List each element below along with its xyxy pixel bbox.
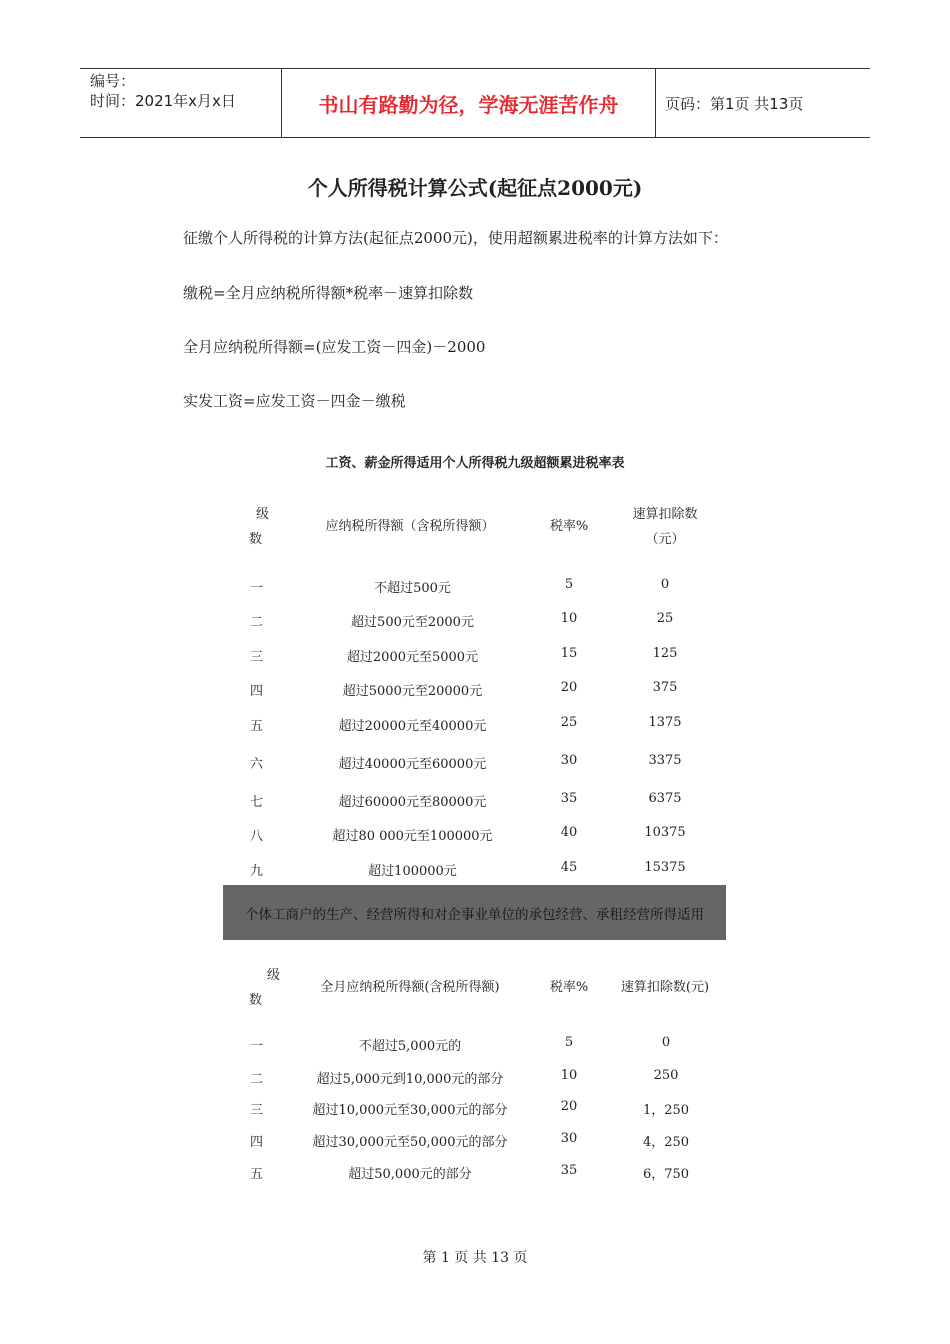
table1-cell: 375	[652, 680, 678, 695]
table2-cell: 三	[250, 1103, 264, 1118]
table1-cell: 45	[560, 860, 578, 875]
table1-cell: 超过20000元至40000元	[338, 719, 487, 734]
table2-cell: 超过50,000元的部分	[348, 1167, 472, 1182]
table2-cell: 超过5,000元到10,000元的部分	[316, 1072, 504, 1087]
time-label: 时间：2021年x月x日	[90, 92, 236, 110]
paragraph-net-salary: 实发工资=应发工资－四金－缴税	[183, 392, 406, 410]
table2-cell: 10	[560, 1068, 578, 1083]
table2-cell: 6，750	[642, 1167, 690, 1182]
paragraph-taxable-income: 全月应纳税所得额=(应发工资－四金)－2000	[183, 338, 486, 356]
table2-cell: 0	[661, 1035, 671, 1050]
table1-cell: 5	[564, 577, 574, 592]
table1-cell: 超过500元至2000元	[351, 615, 474, 630]
paragraph-tax-formula: 缴税=全月应纳税所得额*税率－速算扣除数	[183, 284, 474, 302]
table1-cell: 八	[250, 829, 264, 844]
table2-cell: 20	[560, 1099, 578, 1114]
table1-cell: 超过100000元	[368, 864, 457, 879]
header-meta	[90, 71, 280, 111]
table1-header-rate: 税率%	[549, 519, 589, 534]
table1-cell: 超过5000元至20000元	[342, 684, 483, 699]
table1-header-deduction-2: （元）	[645, 532, 685, 547]
header-motto: 书山有路勤为径，学海无涯苦作舟	[281, 69, 656, 137]
table1-cell: 40	[560, 825, 578, 840]
number-label: 编号：	[90, 72, 136, 90]
table2-header-deduction: 速算扣除数(元)	[620, 980, 710, 995]
table1-cell: 超过40000元至60000元	[338, 757, 487, 772]
table2-cell: 35	[560, 1163, 578, 1178]
table1-cell: 10375	[644, 825, 686, 840]
table1-cell: 15	[560, 646, 578, 661]
table2-cell: 不超过5,000元的	[358, 1039, 462, 1054]
table1-cell: 30	[560, 753, 578, 768]
table2-cell: 超过10,000元至30,000元的部分	[312, 1103, 508, 1118]
table1-cell: 10	[560, 611, 578, 626]
table1-cell: 二	[250, 615, 264, 630]
table1-cell: 6375	[648, 791, 682, 806]
table1-cell: 0	[660, 577, 670, 592]
business-income-banner: 个体工商户的生产、经营所得和对企事业单位的承包经营、承租经营所得适用	[223, 885, 726, 940]
table1-cell: 1375	[648, 715, 682, 730]
document-header	[80, 68, 870, 138]
table2-header-range: 全月应纳税所得额(含税所得额)	[320, 980, 500, 995]
table2-cell: 250	[653, 1068, 679, 1083]
table2-cell: 超过30,000元至50,000元的部分	[312, 1135, 508, 1150]
table2-cell: 4，250	[642, 1135, 690, 1150]
table2-cell: 四	[250, 1135, 264, 1150]
table1-cell: 20	[560, 680, 578, 695]
paragraph-method: 征缴个人所得税的计算方法(起征点2000元)，使用超额累进税率的计算方法如下：	[183, 229, 728, 247]
table1-header-deduction-1: 速算扣除数	[632, 507, 698, 522]
table1-cell: 七	[250, 795, 264, 810]
document-title: 个人所得税计算公式(起征点2000元)	[307, 176, 643, 200]
table1-cell: 不超过500元	[374, 581, 451, 596]
table2-cell: 二	[250, 1072, 264, 1087]
table1-cell: 五	[250, 719, 264, 734]
table1-cell: 超过2000元至5000元	[346, 650, 479, 665]
table1-cell: 一	[250, 581, 264, 596]
table2-cell: 1，250	[642, 1103, 690, 1118]
table1-cell: 3375	[648, 753, 682, 768]
table1-header-level-2: 数	[249, 532, 263, 547]
table1-cell: 25	[560, 715, 578, 730]
table1-cell: 四	[250, 684, 264, 699]
table2-cell: 五	[250, 1167, 264, 1182]
table1-header-range: 应纳税所得额（含税所得额）	[325, 519, 495, 534]
table1-cell: 六	[250, 757, 264, 772]
table1-header-level-1: 级	[256, 507, 270, 522]
table2-cell: 一	[250, 1039, 264, 1054]
table2-header-level-1: 级	[267, 968, 281, 983]
table1-cell: 25	[656, 611, 674, 626]
table2-header-level-2: 数	[249, 993, 263, 1008]
page-footer: 第 1 页 共 13 页	[422, 1250, 528, 1266]
table1-cell: 九	[250, 864, 264, 879]
table1-cell: 超过80 000元至100000元	[332, 829, 493, 844]
table1-caption: 工资、薪金所得适用个人所得税九级超额累进税率表	[325, 456, 625, 471]
table2-cell: 30	[560, 1131, 578, 1146]
table1-cell: 35	[560, 791, 578, 806]
table2-header-rate: 税率%	[549, 980, 589, 995]
table1-cell: 15375	[644, 860, 686, 875]
table2-cell: 5	[564, 1035, 574, 1050]
table1-cell: 三	[250, 650, 264, 665]
header-page-info: 页码：第1页 共13页	[665, 94, 804, 113]
table1-cell: 125	[652, 646, 678, 661]
table1-cell: 超过60000元至80000元	[338, 795, 487, 810]
